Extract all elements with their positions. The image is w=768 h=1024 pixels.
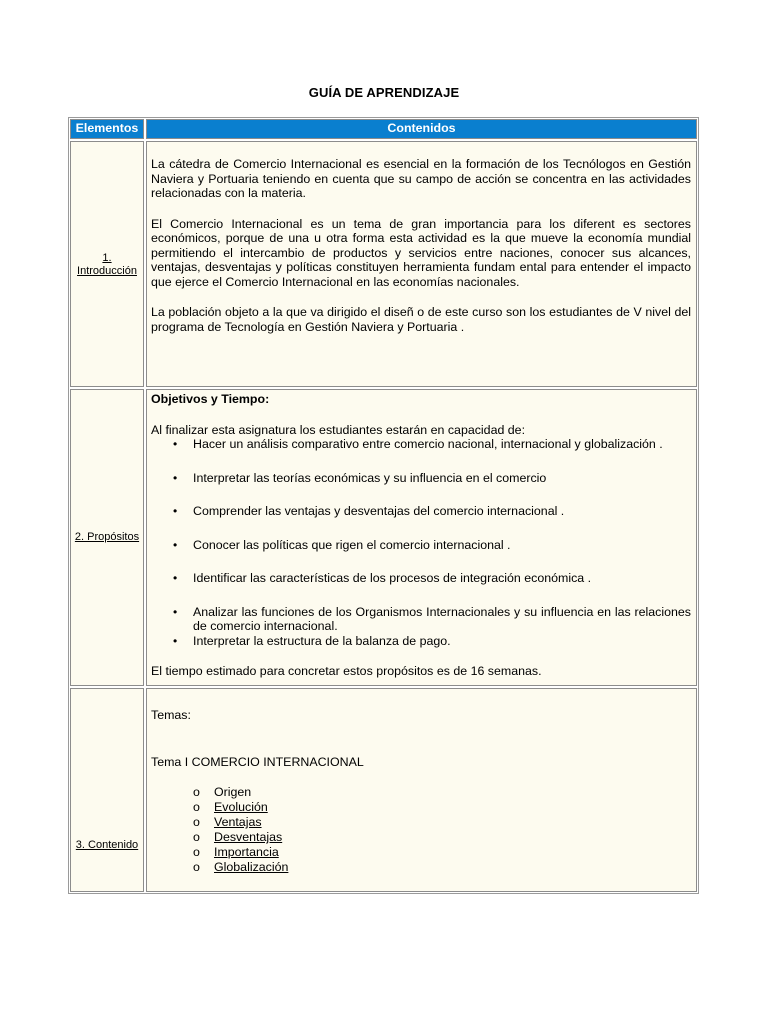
subtopic-link[interactable]: Globalización [214,860,289,874]
objective-item: • Interpretar las teorías económicas y su influencia en el comercio [173,470,547,485]
content-label[interactable]: 3. Contenido [75,839,139,851]
header-elements: Elementos [70,119,144,139]
intro-label-number[interactable]: 1. [102,252,112,264]
row-content-content [146,688,697,892]
header-contents: Contenidos [146,119,697,139]
circle-bullet-icon: o [193,860,200,874]
row-label-purposes [70,389,144,686]
subtopic-ventajas [151,815,691,830]
bullet-icon: • [173,537,178,552]
objective-item: • Comprender las ventajas y desventajas del comercio internacional . [173,504,565,518]
bullet-icon: • [173,633,178,648]
objective-item: • Interpretar la estructura de la balanza de pago. [173,633,451,648]
bullet-icon: • [173,437,178,451]
row-content-purposes [146,389,697,686]
bullet-icon: • [173,504,178,518]
objective-item: • Hacer un análisis comparativo entre comercio nacional, internacional y globalización . [173,437,663,451]
bullet-icon: • [173,604,178,619]
objectives-closing: El tiempo estimado para concretar estos propósitos es de 16 semanas. [151,664,542,678]
themes-label: Temas: [151,708,191,722]
bullet-icon: • [173,470,178,485]
objective-item: • Identificar las características de los procesos de integración económica . [173,571,592,585]
circle-bullet-icon: o [193,845,200,859]
objectives-heading: Objetivos y Tiempo: [151,392,270,406]
objective-item: • Analizar las funciones de los Organismos Internacionales y su influencia en las relaciones de comercio internacional. [173,604,691,633]
page-title: GUÍA DE APRENDIZAJE [308,85,460,100]
subtopic-origen: o Origen [193,785,252,799]
subtopic-link[interactable]: Desventajas [214,830,283,844]
objective-item: • Conocer las políticas que rigen el comercio internacional . [173,537,511,552]
subtopic-link[interactable]: Evolución [214,800,268,814]
circle-bullet-icon: o [193,800,200,814]
circle-bullet-icon: o [193,830,200,844]
theme-1-title: Tema I COMERCIO INTERNACIONAL [151,754,364,769]
purposes-label[interactable]: 2. Propósitos [74,531,140,543]
objectives-lead: Al finalizar esta asignatura los estudiantes estarán en capacidad de: [151,422,526,437]
subtopic-link[interactable]: Importancia [214,845,279,859]
intro-paragraph-1: La cátedra de Comercio Internacional es esencial en la formación de los Tecnólogos en Gestión Naviera y Portuaria teniendo en cuenta que su campo de acción se concentra en las actividades relacionadas con la materia. [151,157,691,200]
intro-paragraph-2: El Comercio Internacional es un tema de gran importancia para los diferent es sectores económicos, porque de una u otra forma esta actividad es la que mueve la economía mundial permitiendo el intercambio de productos y servicios entre naciones, conocer sus alcances, ventajas, desventajas y políticas constituyen herramienta fundam ental para entender el impacto que ejerce el Comercio Internacional en las economías nacionales. [151,216,691,289]
subtopic-importancia [151,845,691,860]
circle-bullet-icon: o [193,785,200,799]
bullet-icon: • [173,571,178,585]
intro-label-text[interactable]: Introducción [77,265,137,277]
intro-paragraph-3: La población objeto a la que va dirigido el diseñ o de este curso son los estudiantes de V nivel del programa de Tecnología en Gestión Naviera y Portuaria . [151,305,691,334]
row-label-introduction [70,141,144,387]
subtopic-desventajas [151,830,691,845]
subtopic-evolucion [151,800,691,815]
subtopic-link[interactable]: Ventajas [214,815,262,829]
subtopic-globalizacion [151,860,691,875]
circle-bullet-icon: o [193,815,200,829]
row-content-introduction [146,141,697,387]
row-label-content [70,688,144,892]
